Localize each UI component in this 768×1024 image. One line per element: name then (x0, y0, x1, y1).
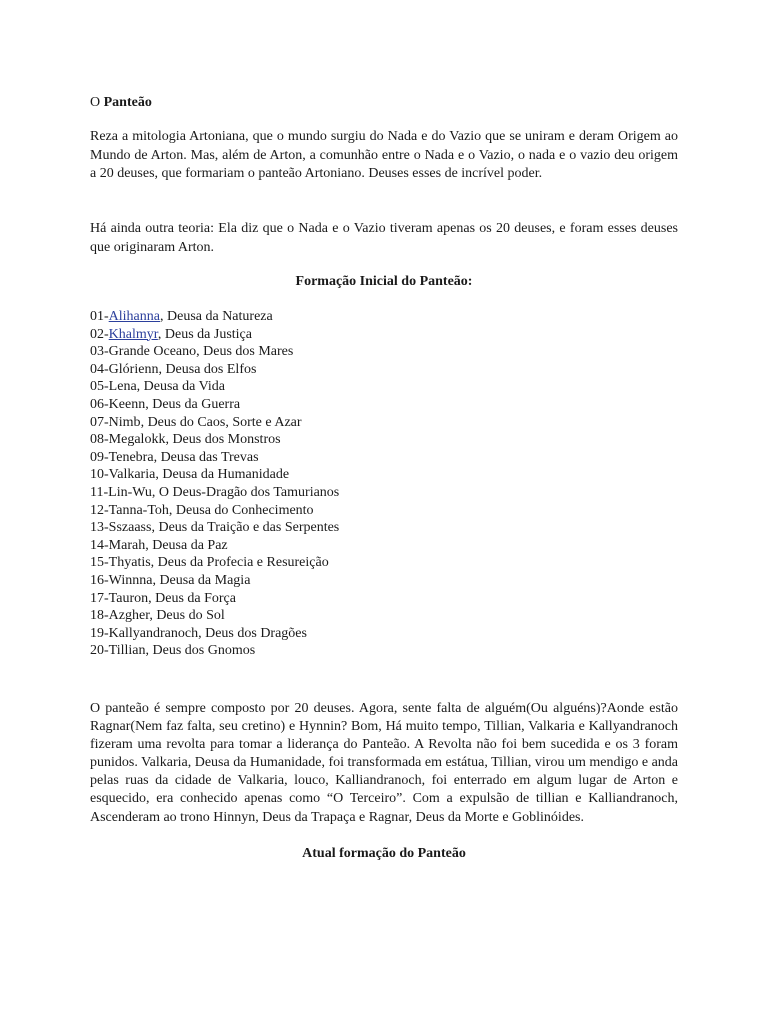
god-number: 11- (90, 484, 109, 500)
god-number: 03- (90, 344, 109, 360)
god-description: , Deus da Justiça (157, 326, 252, 342)
god-number: 12- (90, 502, 109, 518)
title-main: Panteão (103, 95, 152, 110)
list-item (90, 431, 339, 449)
god-number: 07- (90, 414, 109, 430)
list-item (90, 572, 339, 590)
god-name: Tauron (108, 590, 149, 606)
god-number: 14- (90, 537, 109, 553)
god-name: Sszaass (108, 520, 152, 536)
god-number: 17- (90, 590, 109, 606)
list-item (90, 484, 339, 502)
god-number: 18- (90, 608, 109, 624)
god-description: , Deusa das Trevas (153, 449, 259, 465)
list-item (90, 343, 339, 361)
god-number: 10- (90, 467, 109, 483)
list-item (90, 449, 339, 467)
god-name: Tillian (108, 643, 146, 659)
god-description: , O Deus-Dragão dos Tamurianos (151, 484, 340, 500)
god-number: 19- (90, 625, 109, 641)
god-description: , Deus da Guerra (145, 396, 241, 412)
revolt-paragraph: O panteão é sempre composto por 20 deuses. Agora, sente falta de alguém(Ou alguéns)?Aonde estão Ragnar(Nem faz falta, seu cretino) e Hynnin? Bom, Há muito tempo, Tillian, Valkaria e Kallyandranoch fizeram uma revolta para tomar a liderança do Panteão. A Revolta não foi bem sucedida e os 3 foram punidos. Valkaria, Deusa da Humanidade, foi transformada em estátua, Tillian, virou um mendigo e anda pelas ruas da cidade de Valkaria, louco, Kalliandranoch, foi enterrado em algum lugar de Arton e esquecido, era conhecido apenas como “O Terceiro”. Com a expulsão de tillian e Kalliandranoch, Ascenderam ao trono Hinnyn, Deus da Trapaça e Ragnar, Deus da Morte e Goblinóides. (90, 701, 678, 825)
god-name: Kallyandranoch (108, 625, 199, 641)
god-name: Glórienn (108, 361, 159, 377)
god-description: , Deus dos Gnomos (145, 643, 256, 659)
list-item (90, 396, 339, 414)
current-formation-heading: Atual formação do Panteão (302, 846, 466, 861)
document-title (90, 94, 152, 112)
list-item (90, 519, 339, 537)
list-item (90, 537, 339, 555)
god-number: 13- (90, 520, 109, 536)
god-name: Azgher (108, 608, 150, 624)
list-item (90, 607, 339, 625)
list-item (90, 414, 339, 432)
god-description: , Deus da Traição e das Serpentes (151, 520, 340, 536)
list-item (90, 590, 339, 608)
god-description: , Deusa da Magia (152, 572, 251, 588)
god-number: 09- (90, 449, 109, 465)
god-name: Tanna-Toh (108, 502, 169, 518)
list-item (90, 625, 339, 643)
god-description: , Deusa da Paz (145, 537, 228, 553)
list-item (90, 378, 339, 396)
list-item (90, 642, 339, 660)
list-item (90, 466, 339, 484)
god-name: Tenebra (108, 449, 154, 465)
god-number: 02- (90, 326, 109, 342)
god-description: , Deusa da Natureza (160, 309, 273, 324)
god-name: Lena (108, 379, 137, 395)
god-name: Thyatis (108, 555, 151, 571)
god-description: , Deusa da Vida (136, 379, 225, 395)
god-description: , Deus do Caos, Sorte e Azar (140, 414, 302, 430)
god-number: 05- (90, 379, 109, 395)
list-item (90, 502, 339, 520)
god-number: 04- (90, 361, 109, 377)
god-description: , Deus dos Dragões (198, 625, 307, 641)
god-name: Megalokk (108, 432, 166, 448)
god-name-link[interactable]: Khalmyr (108, 326, 158, 342)
god-number: 08- (90, 432, 109, 448)
god-name-link[interactable]: Alihanna (108, 309, 160, 324)
list-item (90, 326, 339, 344)
god-name: Nimb (108, 414, 141, 430)
god-number: 20- (90, 643, 109, 659)
god-name: Grande Oceano (108, 344, 197, 360)
god-description: , Deus dos Monstros (165, 432, 281, 448)
theory-paragraph: Há ainda outra teoria: Ela diz que o Nada e o Vazio tiveram apenas os 20 deuses, e foram esses deuses que originaram Arton. (90, 221, 678, 255)
intro-paragraph: Reza a mitologia Artoniana, que o mundo surgiu do Nada e do Vazio que se uniram e deram Origem ao Mundo de Arton. Mas, além de Arton, a comunhão entre o Nada e o Vazio, o nada e o vazio deu origem a 20 deuses, que formariam o panteão Artoniano. Deuses esses de incrível poder. (90, 129, 678, 181)
title-lead: O (90, 95, 101, 110)
god-name: Lin-Wu (108, 484, 152, 500)
god-name: Winnna (108, 572, 153, 588)
god-number: 16- (90, 572, 109, 588)
list-item (90, 361, 339, 379)
god-number: 01- (90, 309, 109, 324)
god-number: 06- (90, 396, 109, 412)
god-description: , Deus da Força (148, 590, 236, 606)
god-description: , Deusa do Conhecimento (168, 502, 314, 518)
gods-list (90, 308, 339, 660)
god-name: Marah (108, 537, 146, 553)
god-name: Valkaria (108, 467, 156, 483)
god-description: , Deusa da Humanidade (155, 467, 290, 483)
god-description: , Deus do Sol (149, 608, 225, 624)
list-item (90, 554, 339, 572)
god-number: 15- (90, 555, 109, 571)
initial-formation-heading: Formação Inicial do Panteão: (295, 274, 473, 289)
god-name: Keenn (108, 396, 146, 412)
list-item (90, 308, 339, 326)
god-description: , Deusa dos Elfos (158, 361, 257, 377)
god-description: , Deus dos Mares (196, 344, 294, 360)
god-description: , Deus da Profecia e Resureição (150, 555, 329, 571)
